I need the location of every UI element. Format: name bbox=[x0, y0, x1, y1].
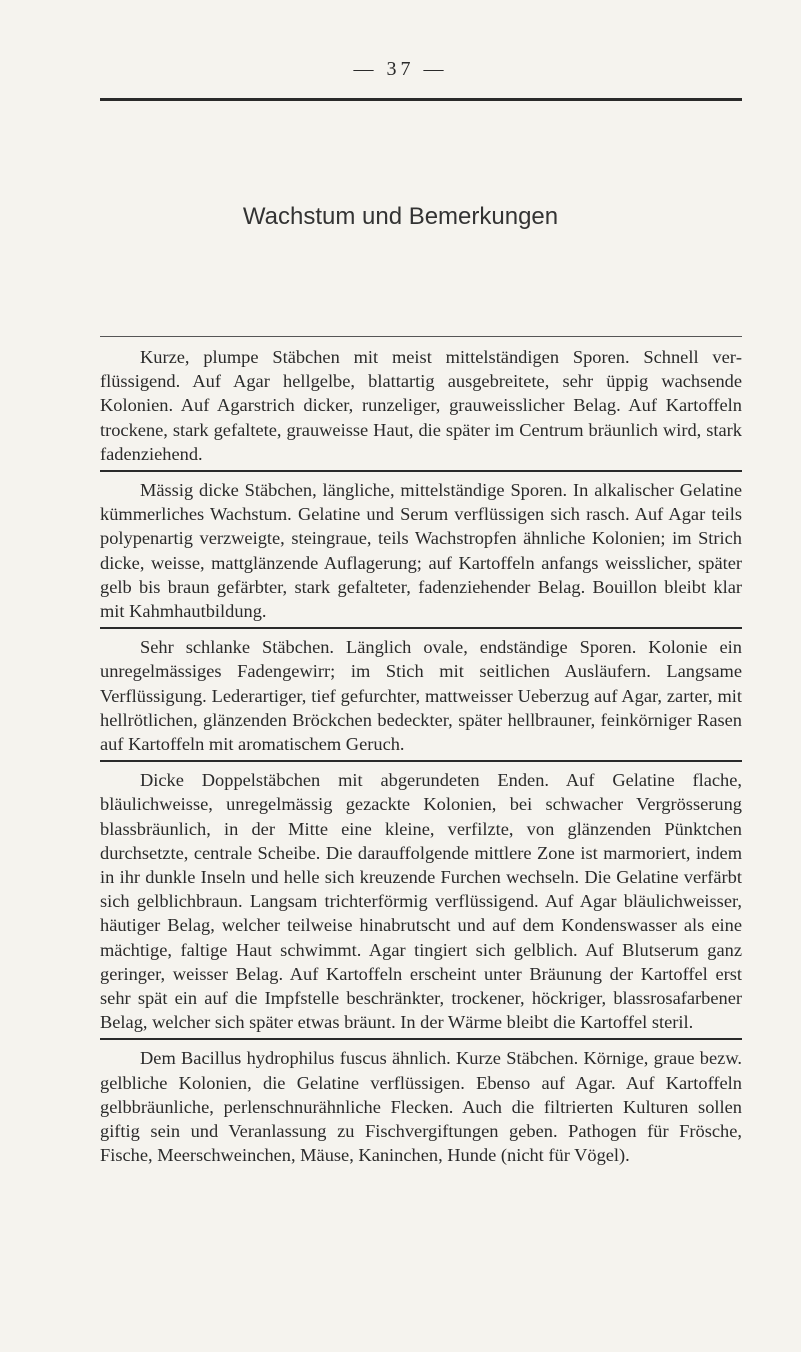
heading-rule bbox=[100, 336, 742, 337]
entry-text: Kurze, plumpe Stäbchen mit meist mittelständigen Sporen. Schnell verflüssigend. Auf Agar hellgelbe, blattartig ausgebreitete, sehr üppig wachsende Kolonien. Auf Agarstrich dicker, runzeliger, grauweisslicher Belag. Auf Kartoffeln trockene, stark gefaltete, grauweisse Haut, die später im Centrum bräunlich wird, stark fadenziehend. bbox=[100, 347, 742, 464]
entry bbox=[100, 631, 742, 762]
entry bbox=[100, 341, 742, 472]
page-number: — 37 — bbox=[353, 58, 448, 80]
top-rule bbox=[100, 98, 742, 101]
entries-list bbox=[100, 341, 742, 1174]
entry-text: Sehr schlanke Stäbchen. Länglich ovale, endständige Sporen. Kolonie ein unregelmässiges Fadengewirr; im Stich mit seitlichen Ausläufern. Langsame Verflüssigung. Lederartiger, tief gefurchter, mattweisser Ueberzug auf Agar, zarter, mit hellrötlichen, glänzenden Bröckchen bedeckter, später hellbrauner, feinkörniger Rasen auf Kartoffeln mit aromatischem Geruch. bbox=[100, 637, 742, 755]
entry bbox=[100, 764, 742, 1040]
column-heading: Wachstum und Bemerkungen bbox=[242, 203, 559, 230]
entry-text: Dem Bacillus hydrophilus fuscus ähnlich. Kurze Stäbchen. Körnige, graue bezw. gelbliche Kolonien, die Gelatine verflüssigen. Ebenso auf Agar. Auf Kartoffeln gelbbräunliche, perlenschnurähnliche Flecken. Auch die filtrierten Kulturen sollen giftig sein und Veranlassung zu Fischvergiftungen geben. Pathogen für Frösche, Fische, Meerschweinchen, Mäuse, Kaninchen, Hunde (nicht für Vögel). bbox=[100, 1048, 742, 1166]
entry-text: Dicke Doppelstäbchen mit abgerundeten Enden. Auf Gelatine flache, bläulichweisse, unregelmässig gezackte Kolonien, bei schwacher Vergrösserung blassbräunlich, in der Mitte eine kleine, verfilzte, von glänzenden Pünktchen durchsetzte, centrale Scheibe. Die darauffolgende mittlere Zone ist marmoriert, indem in ihr dunkle Inseln und helle sich kreuzende Furchen wechseln. Die Gelatine verfärbt sich gelblichbraun. Langsam trichterförmig verflüssigend. Auf Agar bläulichweisser, häutiger Belag, welcher teilweise hinabrutscht und auf dem Kondenswasser als eine mächtige, faltige Haut schwimmt. Agar tingiert sich gelblich. Auf Blutserum ganz geringer, weisser Belag. Auf Kartoffeln erscheint unter Bräunung der Kartoffel erst sehr spät ein auf die Impfstelle beschränkter, trockener, höckriger, blassrosafarbener Belag, welcher sich später etwas bräunt. In der Wärme bleibt die Kartoffel steril. bbox=[100, 770, 742, 1033]
entry bbox=[100, 474, 742, 629]
entry-text: Mässig dicke Stäbchen, längliche, mittelständige Sporen. In alkalischer Gelatine kümmerliches Wachstum. Gelatine und Serum verflüssigen sich rasch. Auf Agar teils polypenartig verzweigte, steingraue, teils Wachstropfen ähnliche Kolonien; im Strich dicke, weisse, mattglänzende Auflagerung; auf Kartoffeln anfangs weisslicher, später gelb bis braun gefärbter, stark gefalteter, fadenziehender Belag. Bouillon bleibt klar mit Kahmhautbildung. bbox=[100, 480, 742, 622]
entry bbox=[100, 1042, 742, 1171]
